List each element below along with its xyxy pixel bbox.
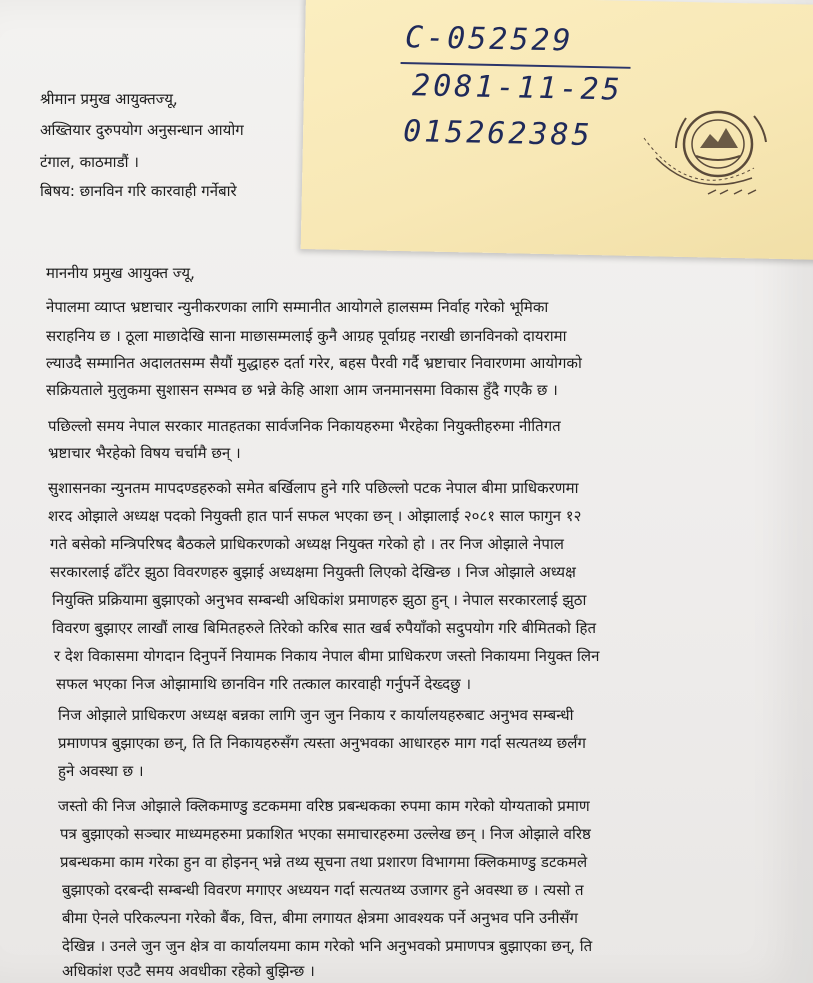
paragraph-5-line: देखिन्न । उनले जुन जुन क्षेत्र वा कार्यालयमा काम गरेको भनि अनुभवको प्रमाणपत्र बुझाएका छन्, ति — [62, 937, 593, 955]
paragraph-5-line: बीमा ऐनले परिकल्पना गरेको बैंक, वित्त, बीमा लगायत क्षेत्रमा आवश्यक पर्ने अनुभव पनि उनीसँग — [62, 909, 578, 927]
paragraph-3-line: सफल भएका निज ओझामाथि छानविन गरि तत्काल कारवाही गर्नुपर्ने देख्दछु । — [56, 675, 472, 693]
paragraph-1-line: सराहनिय छ । ठूला माछादेखि साना माछासम्मलाई कुनै आग्रह पूर्वाग्रह नराखी छानविनको दायरामा — [46, 327, 567, 345]
handwritten-date: 2081-11-25 — [411, 68, 624, 108]
paragraph-3-line: नियुक्ति प्रक्रियामा बुझाएको अनुभव सम्बन्धी अधिकांश प्रमाणहरु झुठा हुन् । नेपाल सरकारलाई झुठा — [52, 591, 587, 609]
subject-line: बिषय: छानविन गरि कारवाही गर्नेबारे — [40, 182, 237, 200]
paragraph-2-line: भ्रष्टाचार भैरहेको विषय चर्चामै छन् । — [48, 444, 241, 462]
salutation: माननीय प्रमुख आयुक्त ज्यू, — [46, 264, 195, 282]
paragraph-1-line: नेपालमा व्याप्त भ्रष्टाचार न्युनीकरणका लागि सम्मानीत आयोगले हालसम्म निर्वाह गरेको भूमिका — [46, 298, 549, 316]
paragraph-3-line: विवरण बुझाएर लाखौं लाख बिमितहरुले तिरेको करिब सात खर्ब रुपैयाँको सदुपयोग गरि बीमितको हित — [52, 619, 596, 637]
paragraph-3-line: सरकारलाई ढाँटेर झुठा विवरणहरु बुझाई अध्यक्षमा नियुक्ती लिएको देखिन्छ । निज ओझाले अध्यक्ष — [50, 563, 576, 581]
paragraph-4-line: हुने अवस्था छ । — [58, 762, 144, 780]
paragraph-1-line: सक्रियताले मुलुकमा सुशासन सम्भव छ भन्ने केहि आशा आम जनमानसमा विकास हुँदै गएकै छ । — [46, 381, 558, 399]
paragraph-5-line: प्रबन्धकमा काम गरेका हुन वा होइनन् भन्ने तथ्य सूचना तथा प्रशारण विभागमा क्लिकमाण्डु डटकमले — [60, 853, 588, 871]
reference-number: C-052529 — [404, 20, 574, 59]
handwritten-number: 015262385 — [402, 114, 594, 154]
paragraph-4-line: प्रमाणपत्र बुझाएका छन्, ति ति निकायहरुसँग त्यस्ता अनुभवका आधारहरु माग गर्दा सत्यतथ्य छर्लंग — [58, 734, 586, 752]
paragraph-5-line: बुझाएको दरबन्दी सम्बन्धी विवरण मगाएर अध्ययन गर्दा सत्यतथ्य उजागर हुने अवस्था छ । त्यसो त — [62, 881, 584, 899]
commission-stamp — [636, 98, 786, 213]
paragraph-1-line: ल्याउदै सम्मानित अदालतसम्म सैयौं मुद्धाहरु दर्ता गरेर, बहस पैरवी गर्दै भ्रष्टाचार निवारणमा आयोगको — [46, 354, 582, 372]
paragraph-3-line: शरद ओझाले अध्यक्ष पदको नियुक्ती हात पार्न सफल भएका छन् । ओझालाई २०८१ साल फागुन १२ — [48, 507, 582, 525]
addressee-line-2: अख्तियार दुरुपयोग अनुसन्धान आयोग — [40, 121, 244, 139]
paragraph-3-line: सुशासनका न्युनतम मापदण्डहरुको समेत बर्खिलाप हुने गरि पछिल्लो पटक नेपाल बीमा प्राधिकरणमा — [48, 479, 579, 497]
paragraph-5-line: पत्र बुझाएको सञ्चार माध्यमहरुमा प्रकाशित भएका समाचारहरुमा उल्लेख छन् । निज ओझाले वरिष्ठ — [60, 825, 591, 843]
paragraph-5-line: जस्तो की निज ओझाले क्लिकमाण्डु डटकममा वरिष्ठ प्रबन्धकका रुपमा काम गरेको योग्यताको प्रमाण — [58, 797, 590, 815]
paragraph-3-line: र देश विकासमा योगदान दिनुपर्ने नियामक निकाय नेपाल बीमा प्राधिकरण जस्तो निकायमा नियुक्त लिन — [54, 647, 600, 665]
addressee-line-3: टंगाल, काठमाडौं । — [40, 153, 139, 171]
paragraph-2-line: पछिल्लो समय नेपाल सरकार मातहतका सार्वजनिक निकायहरुमा भैरहेका नियुक्तीहरुमा नीतिगत — [48, 417, 561, 435]
paragraph-3-line: गते बसेको मन्त्रिपरिषद बैठकले प्राधिकरणको अध्यक्ष नियुक्त गरेको हो । तर निज ओझाले नेपाल — [50, 535, 564, 553]
addressee-line-1: श्रीमान प्रमुख आयुक्तज्यू, — [40, 90, 178, 108]
paragraph-4-line: निज ओझाले प्राधिकरण अध्यक्ष बन्नका लागि जुन जुन निकाय र कार्यालयहरुबाट अनुभव सम्बन्धी — [58, 706, 574, 724]
paragraph-5-line: अधिकांश एउटै समय अवधीका रहेको बुझिन्छ । — [62, 962, 315, 980]
